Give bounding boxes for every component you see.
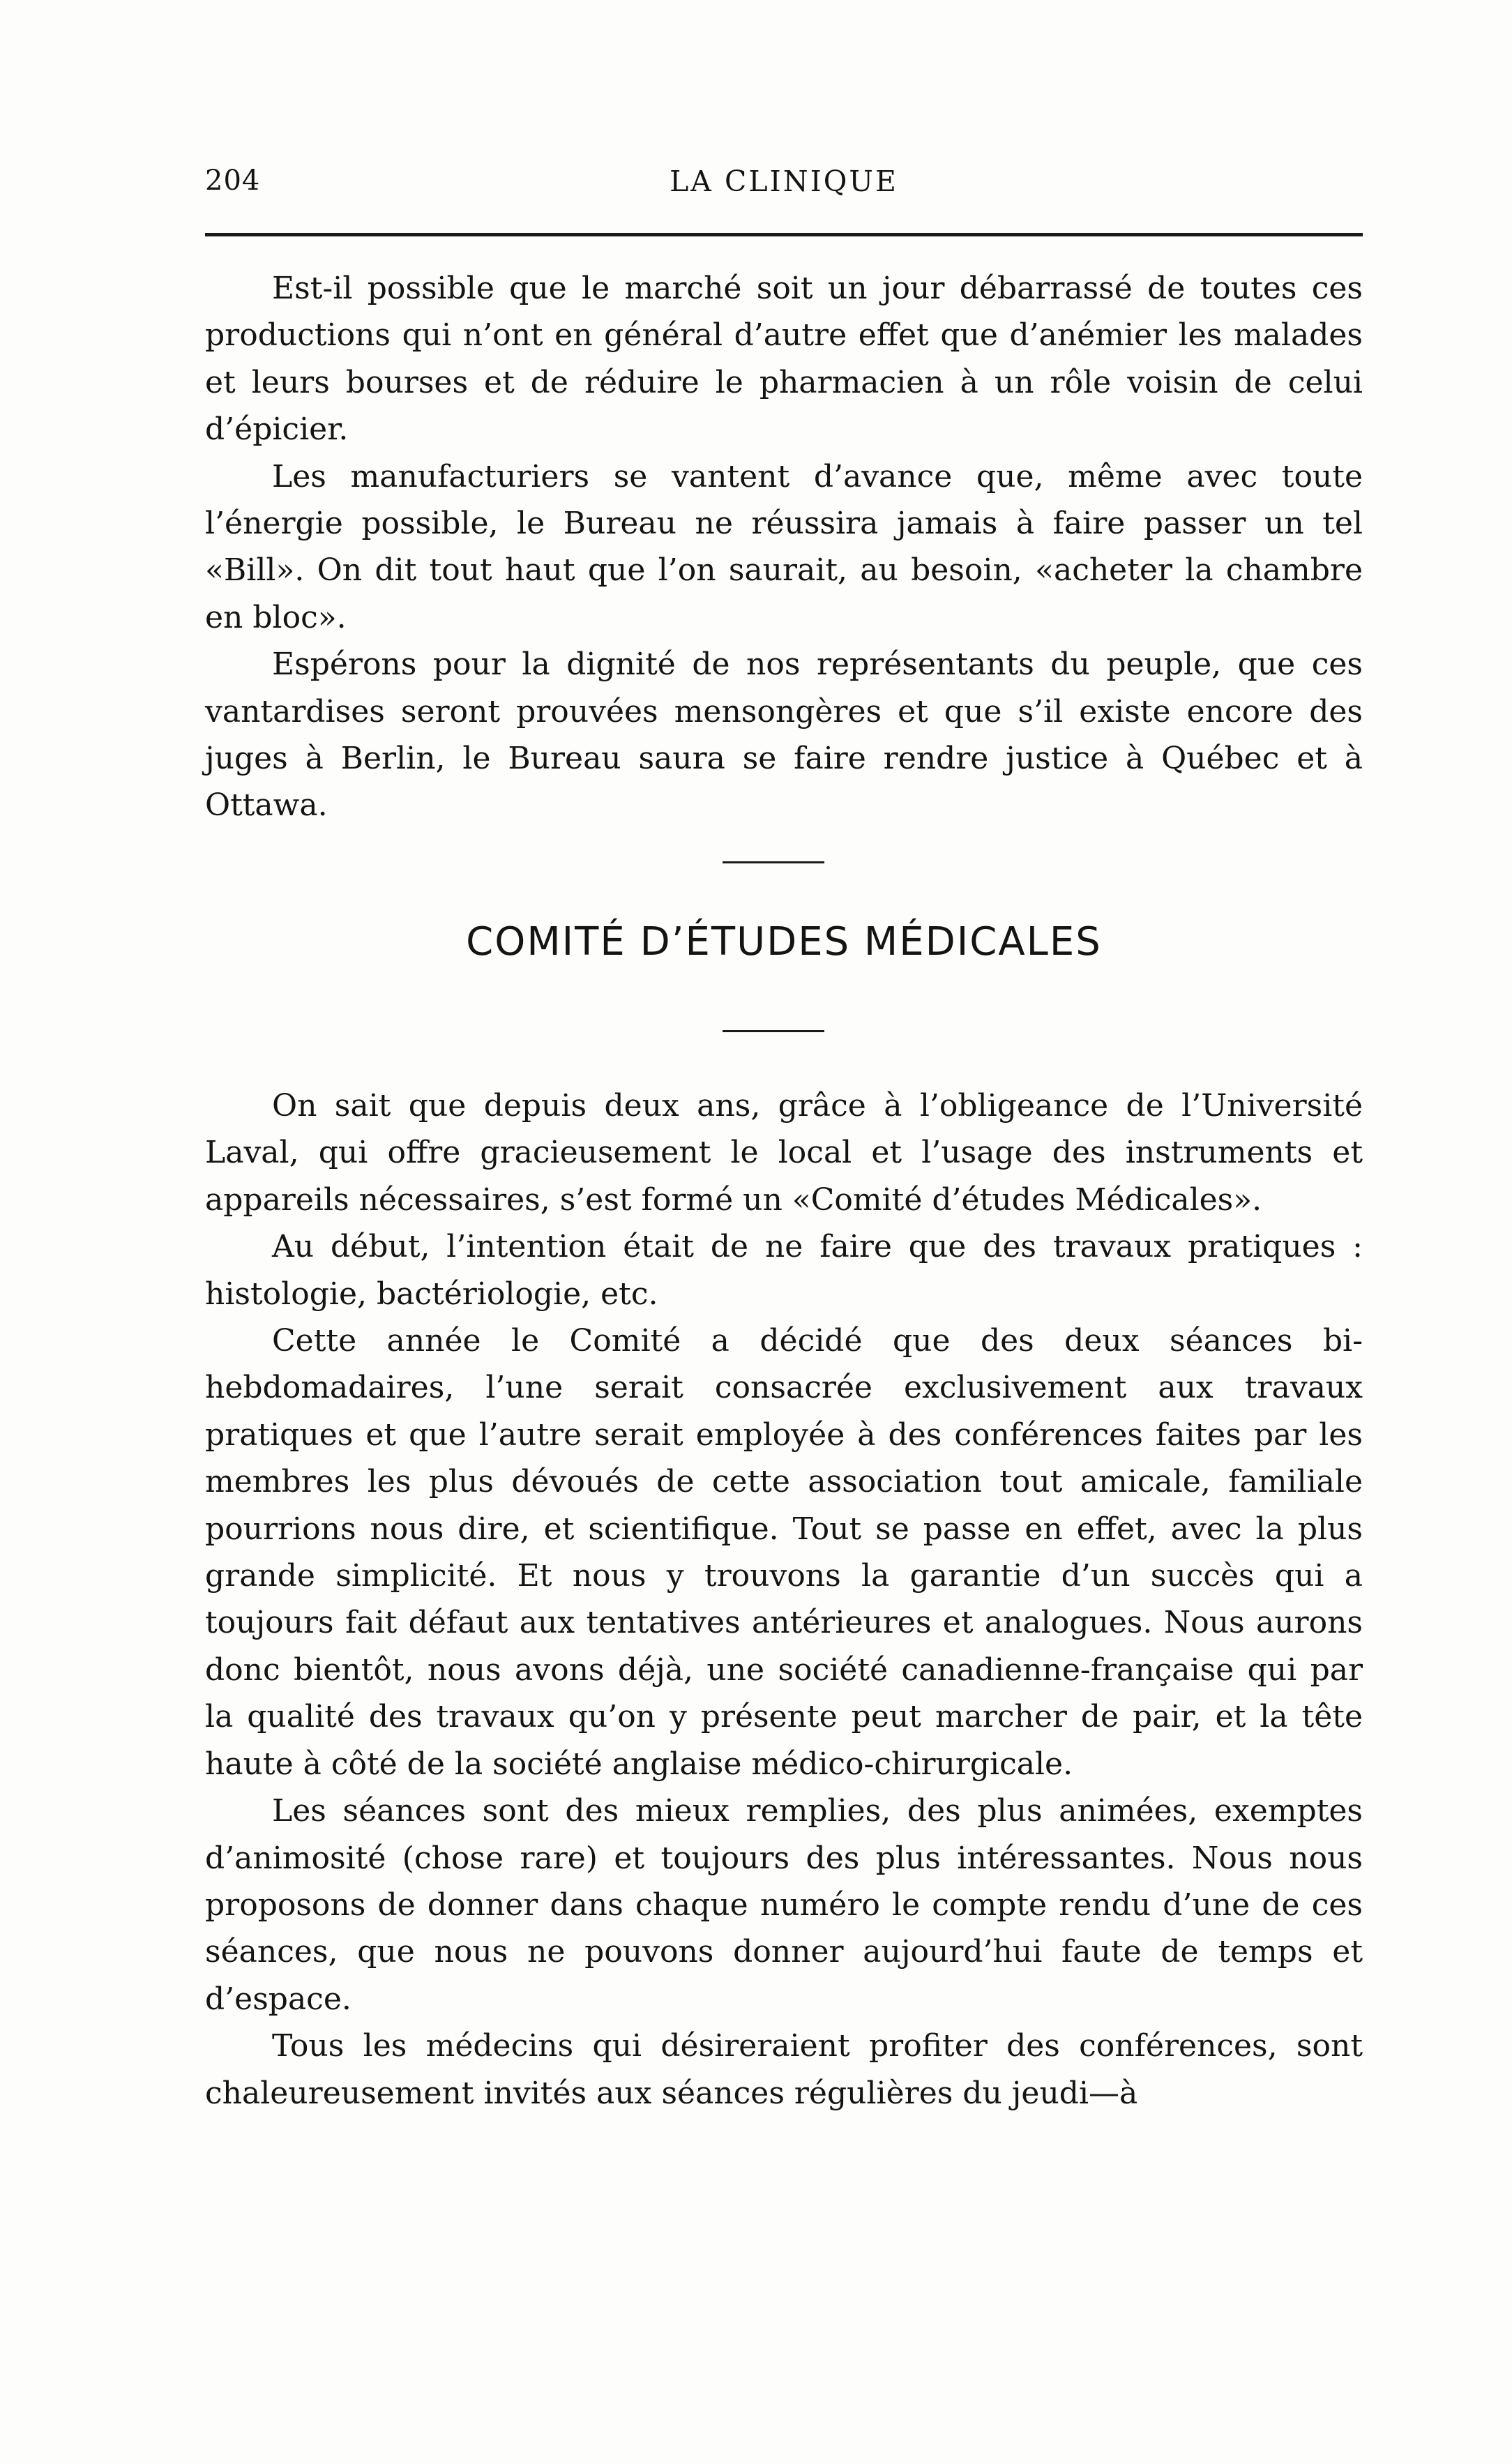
section-2-body — [205, 1082, 1363, 2117]
section-1-body — [205, 265, 1363, 829]
paragraph: Les séances sont des mieux remplies, des plus animées, exemptes d’animosité (chose rare) et toujours des plus intéressantes. Nous nous proposons de donner dans chaque numéro le compte rendu d’une de ces séances, que nous ne pouvons donner aujourd’hui faute de temps et d’espace. — [205, 1793, 1363, 2017]
running-title: LA CLINIQUE — [670, 165, 898, 198]
paragraph: Les manufacturiers se vantent d’avance que, même avec toute l’énergie possible, le Bureau ne réussira jamais à faire passer un tel «Bill». On dit tout haut que l’on saurait, au besoin, «acheter la chambre en bloc». — [205, 458, 1363, 635]
page-header — [205, 165, 1363, 209]
section-title: COMITÉ D’ÉTUDES MÉDICALES — [466, 919, 1102, 965]
paragraph: Cette année le Comité a décidé que des deux séances bi-hebdomadaires, l’une serait consacrée exclusivement aux travaux pratiques et que l’autre serait employée à des conférences faites par les membres les plus dévoués de cette association tout amicale, familiale pourrions nous dire, et scientifique. Tout se passe en effet, avec la plus grande simplicité. Et nous y trouvons la garantie d’un succès qui a toujours fait défaut aux tentatives antérieures et analogues. Nous aurons donc bientôt, nous avons déjà, une société canadienne-française qui par la qualité des travaux qu’on y présente peut marcher de pair, et la tête haute à côté de la société anglaise médico-chirurgicale. — [205, 1323, 1363, 1782]
section-divider-bottom — [723, 1030, 824, 1032]
paragraph: Espérons pour la dignité de nos représentants du peuple, que ces vantardises seront prouvées mensongères et que s’il existe encore des juges à Berlin, le Bureau saura se faire rendre justice à Québec et à Ottawa. — [205, 647, 1363, 824]
paragraph: Au début, l’intention était de ne faire que des travaux pratiques : histologie, bactériologie, etc. — [205, 1229, 1363, 1312]
header-rule — [205, 233, 1363, 236]
paragraph: On sait que depuis deux ans, grâce à l’obligeance de l’Université Laval, qui offre gracieusement le local et l’usage des instruments et appareils nécessaires, s’est formé un «Comité d’études Médicales». — [205, 1088, 1363, 1218]
page-number: 204 — [205, 165, 261, 197]
paragraph: Est-il possible que le marché soit un jour débarrassé de toutes ces productions qui n’ont en général d’autre effet que d’anémier les malades et leurs bourses et de réduire le pharmacien à un rôle voisin de celui d’épicier. — [205, 271, 1363, 448]
paragraph: Tous les médecins qui désireraient profiter des conférences, sont chaleureusement invités aux séances régulières du jeudi—à — [205, 2028, 1363, 2111]
section-divider-top — [723, 861, 824, 863]
